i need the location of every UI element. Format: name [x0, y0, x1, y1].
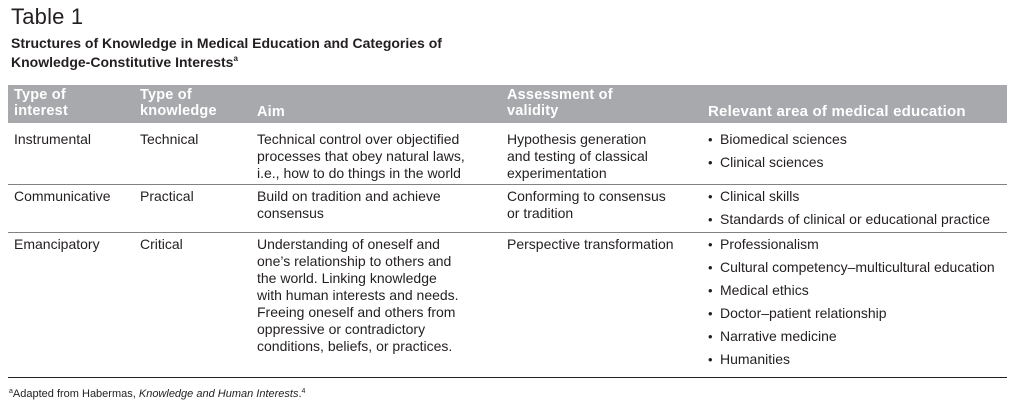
area-bullet-item: • Biomedical sciences: [708, 131, 847, 154]
area-bullet-item: • Doctor–patient relationship: [708, 305, 995, 328]
row-3-type-of-knowledge: Critical: [140, 236, 183, 252]
row-1-aim-line: processes that obey natural laws,: [257, 148, 465, 164]
caption-footnote-mark: a: [233, 54, 238, 63]
table-label: Table 1: [11, 4, 84, 29]
row-2-type-of-interest: Communicative: [14, 188, 111, 204]
row-3-aim-line: Freeing oneself and others from: [257, 304, 456, 320]
caption-line-2: [11, 51, 571, 70]
row-1-aim: [257, 131, 465, 182]
footnote-reference: 4: [301, 388, 306, 395]
row-3-aim-line: with human interests and needs.: [257, 287, 459, 303]
footnote-period: .: [298, 388, 302, 400]
caption-line-2-text: Knowledge-Constitutive Interests: [11, 54, 234, 70]
row-3-aim-line: the world. Linking knowledge: [257, 270, 437, 286]
row-1-assessment-line: and testing of classical: [507, 148, 648, 164]
row-1-areas-list: [708, 131, 847, 177]
row-1-aim-line: Technical control over objectified: [257, 131, 460, 147]
footnote-text: Adapted from Habermas,: [12, 388, 139, 400]
header-assessment-line-1: Assessment of: [507, 87, 613, 103]
row-1-assessment-line: experimentation: [507, 165, 607, 181]
row-3-aim-line: one’s relationship to others and: [257, 253, 452, 269]
row-2-aim: [257, 188, 441, 222]
footnote-mark: a: [9, 388, 13, 395]
header-type-of-knowledge: [140, 87, 217, 119]
row-3-assessment: [507, 236, 674, 253]
row-divider: [8, 184, 1007, 185]
header-type-of-knowledge-line-2: knowledge: [140, 103, 217, 119]
row-2-assessment-line: or tradition: [507, 205, 574, 221]
row-3-assessment-line: Perspective transformation: [507, 236, 674, 252]
area-bullet-item: • Standards of clinical or educational practice: [708, 211, 990, 234]
area-bullet-item: • Clinical sciences: [708, 154, 847, 177]
row-1-type-of-knowledge: Technical: [140, 131, 199, 147]
row-3-areas-list: [708, 236, 995, 374]
row-1-assessment: [507, 131, 648, 182]
row-2-areas-list: [708, 188, 990, 234]
row-3-aim-line: oppressive or contradictory: [257, 321, 426, 337]
area-bullet-item: • Clinical skills: [708, 188, 990, 211]
footnote-book-title: Knowledge and Human Interests: [138, 388, 299, 400]
area-bullet-item: • Narrative medicine: [708, 328, 995, 351]
header-assessment-of-validity: [507, 87, 613, 119]
area-bullet-item: • Cultural competency–multicultural education: [708, 259, 995, 282]
header-type-of-interest-line-1: Type of: [14, 87, 66, 103]
header-relevant-area: Relevant area of medical education: [708, 103, 966, 120]
row-2-assessment-line: Conforming to consensus: [507, 188, 666, 204]
row-2-type-of-knowledge: Practical: [140, 188, 194, 204]
row-divider: [8, 232, 1007, 233]
header-assessment-line-2: validity: [507, 103, 559, 119]
row-2-aim-line: consensus: [257, 205, 324, 221]
row-2-assessment: [507, 188, 666, 222]
table-bottom-rule: [8, 377, 1007, 378]
table-caption: [11, 35, 571, 70]
header-type-of-interest-line-2: interest: [14, 103, 68, 119]
row-1-aim-line: i.e., how to do things in the world: [257, 165, 461, 181]
area-bullet-item: • Medical ethics: [708, 282, 995, 305]
header-type-of-knowledge-line-1: Type of: [140, 87, 192, 103]
table-footnote: [9, 385, 305, 401]
header-type-of-interest: [14, 87, 68, 119]
row-2-aim-line: Build on tradition and achieve: [257, 188, 441, 204]
row-3-type-of-interest: Emancipatory: [14, 236, 100, 252]
area-bullet-item: • Humanities: [708, 351, 995, 374]
row-1-type-of-interest: Instrumental: [14, 131, 92, 147]
header-aim: Aim: [257, 104, 285, 120]
row-3-aim-line: Understanding of oneself and: [257, 236, 440, 252]
caption-line-1: Structures of Knowledge in Medical Education and Categories of: [11, 35, 442, 51]
row-1-assessment-line: Hypothesis generation: [507, 131, 647, 147]
row-3-aim-line: conditions, beliefs, or practices.: [257, 338, 453, 354]
area-bullet-item: • Professionalism: [708, 236, 995, 259]
row-3-aim: [257, 236, 459, 355]
